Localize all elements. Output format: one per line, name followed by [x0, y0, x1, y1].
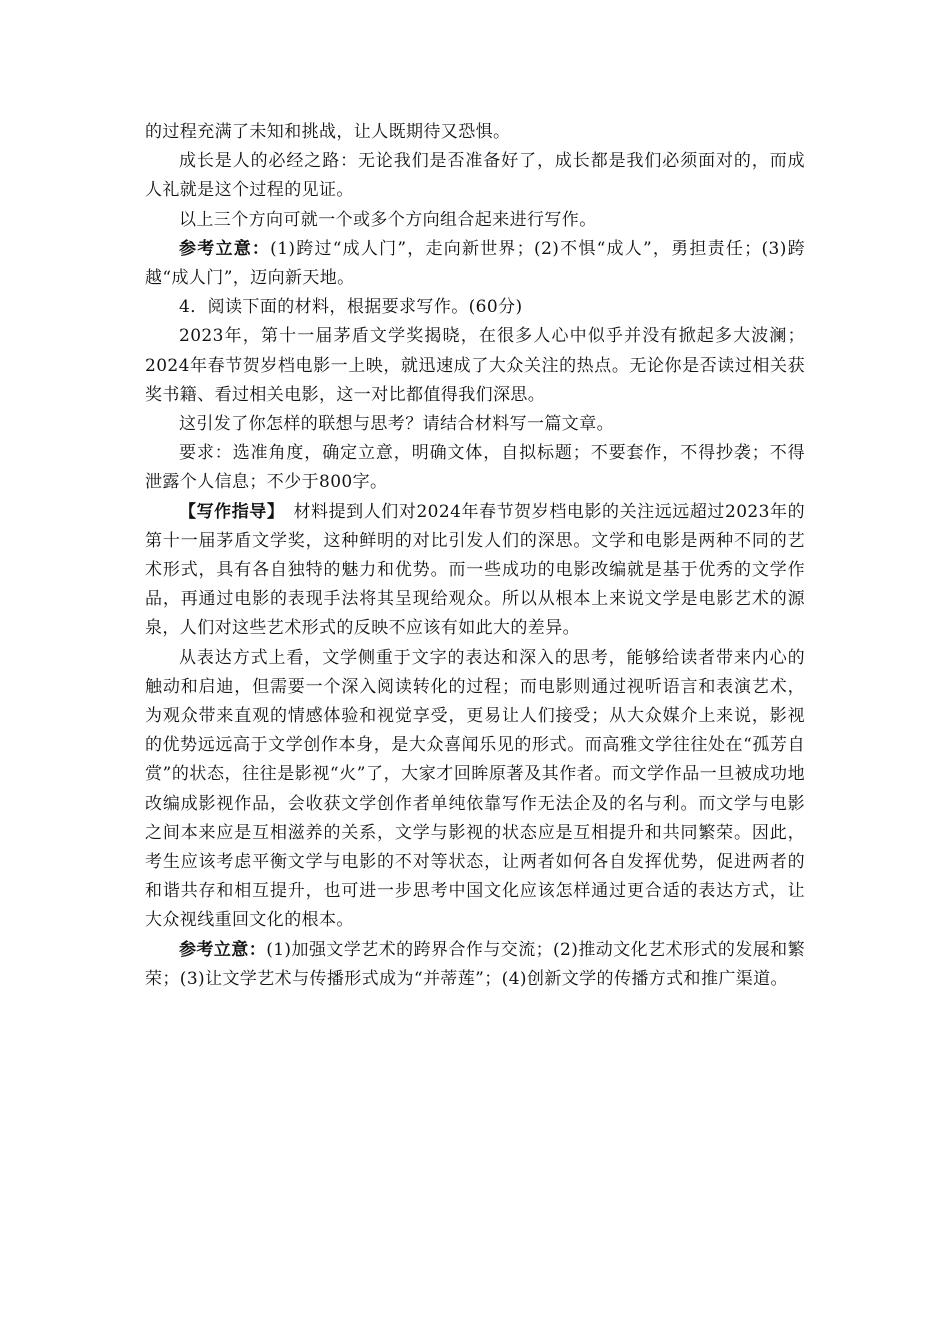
writing-guide-label: 【写作指导】	[179, 501, 276, 522]
paragraph-reference-ideas-1	[145, 235, 805, 293]
writing-guide-text: 材料提到人们对2024年春节贺岁档电影的关注远远超过2023年的第十一届茅盾文学奖，这种鲜明的对比引发人们的深思。文学和电影是两种不同的艺术形式，具有各自独特的魅力和优势。而一些成功的电影改编就是基于优秀的文学作品，再通过电影的表现手法将其呈现给观众。所以从根本上来说文学是电影艺术的源泉，人们对这些艺术形式的反映不应该有如此大的差异。	[145, 501, 805, 639]
reference-ideas-text: (1)加强文学艺术的跨界合作与交流；(2)推动文化艺术形式的发展和繁荣；(3)让文学艺术与传播形式成为“并蒂莲”；(4)创新文学的传播方式和推广渠道。	[145, 939, 805, 989]
reference-ideas-text: (1)跨过“成人门”，走向新世界；(2)不惧“成人”，勇担责任；(3)跨越“成人门”，迈向新天地。	[145, 238, 805, 289]
paragraph-material: 2023年，第十一届茅盾文学奖揭晓，在很多人心中似乎并没有掀起多大波澜；2024年春节贺岁档电影一上映，就迅速成了大众关注的热点。无论你是否读过相关获奖书籍、看过相关电影，这一对比都值得我们深思。	[145, 326, 805, 405]
reference-ideas-label: 参考立意：	[179, 238, 271, 259]
paragraph-growth: 成长是人的必经之路：无论我们是否准备好了，成长都是我们必须面对的，而成人礼就是这个过程的见证。	[145, 151, 805, 201]
question-4-heading: 4．阅读下面的材料，根据要求写作。(60分)	[179, 297, 523, 318]
paragraph-reference-ideas-2	[145, 936, 805, 994]
paragraph-prompt: 这引发了你怎样的联想与思考？请结合材料写一篇文章。	[179, 414, 614, 435]
paragraph-expression-analysis: 从表达方式上看，文学侧重于文字的表达和深入的思考，能够给读者带来内心的触动和启迪，但需要一个深入阅读转化的过程；而电影则通过视听语言和表演艺术，为观众带来直观的情感体验和视觉享受，更易让人们接受；从大众媒介上来说，影视的优势远远高于文学创作本身，是大众喜闻乐见的形式。而高雅文学往往处在“孤芳自赏”的状态，往往是影视“火”了，大家才回眸原著及其作者。而文学作品一旦被成功地改编成影视作品，会收获文学创作者单纯依靠写作无法企及的名与利。而文学与电影之间本来应是互相滋养的关系，文学与影视的状态应是互相提升和共同繁荣。因此，考生应该考虑平衡文学与电影的不对等状态，让两者如何各自发挥优势，促进两者的和谐共存和相互提升，也可进一步思考中国文化应该怎样通过更合适的表达方式，让大众视线重回文化的根本。	[145, 647, 805, 931]
reference-ideas-label: 参考立意：	[179, 939, 267, 960]
document-page	[145, 118, 805, 994]
paragraph-continuation: 的过程充满了未知和挑战，让人既期待又恐惧。	[145, 122, 511, 142]
paragraph-requirements: 要求：选准角度，确定立意，明确文体，自拟标题；不要套作，不得抄袭；不得泄露个人信息；不少于800字。	[145, 443, 805, 493]
paragraph-directions: 以上三个方向可就一个或多个方向组合起来进行写作。	[179, 209, 597, 230]
paragraph-writing-guide	[145, 498, 805, 644]
